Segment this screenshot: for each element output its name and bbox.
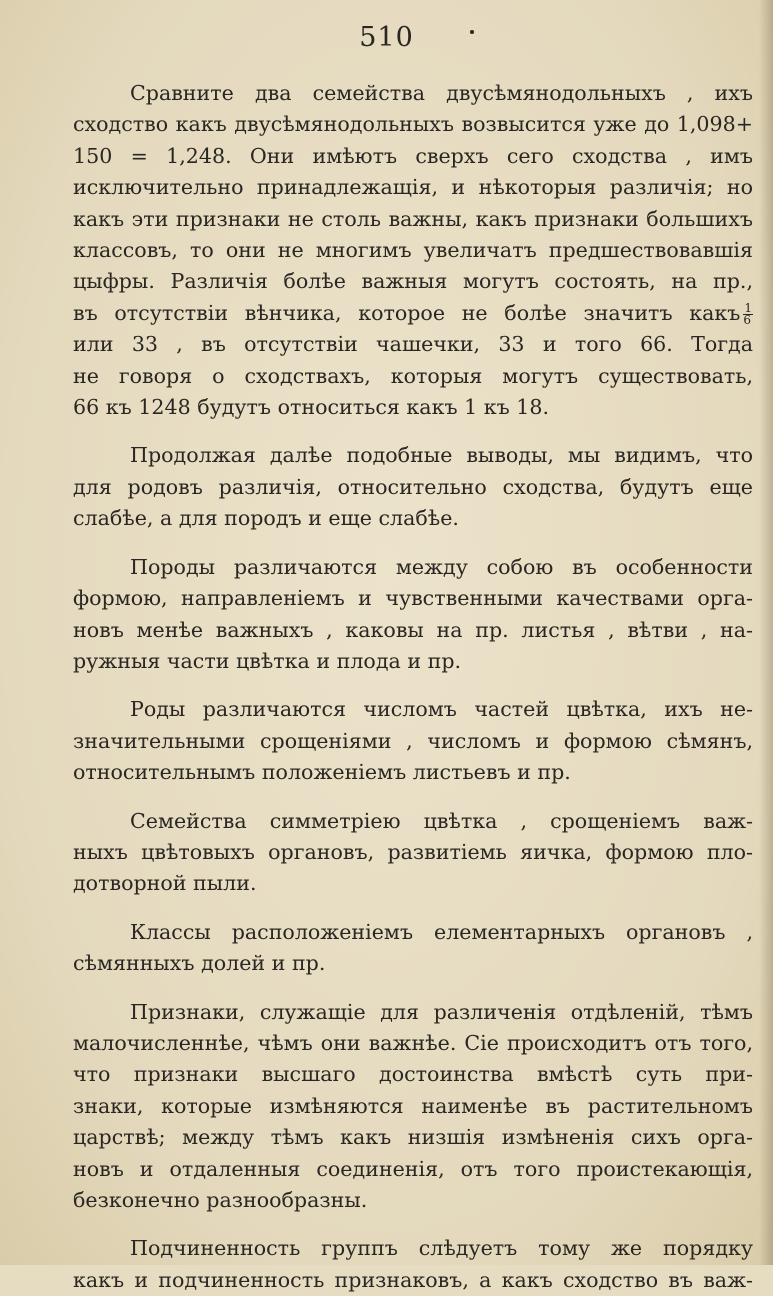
text-line: дотворной пыли. (73, 871, 257, 896)
body-text (73, 78, 753, 1296)
text-line: сходство какъ двусѣмянодольныхъ возвысится уже до 1,098+ (73, 112, 753, 137)
text-line: какъ и подчиненность признаковъ, а какъ сходство въ важ- (73, 1267, 753, 1292)
text-line: слабѣе, а для породъ и еще слабѣе. (73, 506, 459, 531)
paragraph-1 (73, 78, 753, 423)
text-line: царствѣ; между тѣмъ какъ низшія измѣненія сихъ орга- (73, 1125, 753, 1150)
text-line: Подчиненность группъ слѣдуетъ тому же порядку (130, 1236, 753, 1261)
text-line: или 33 , въ отсутствіи чашечки, 33 и того 66. Тогда (73, 332, 753, 357)
text-line: не говоря о сходствахъ, которыя могутъ существовать, (73, 363, 753, 388)
text-line: 66 къ 1248 будутъ относиться какъ 1 къ 18. (73, 395, 550, 420)
text-line: ныхъ цвѣтовыхъ органовъ, развитіемь яичка, формою пло- (73, 839, 753, 864)
text-line: безконечно разнообразны. (73, 1188, 368, 1212)
text-line: новъ менѣе важныхъ , каковы на пр. листья , вѣтви , на- (73, 617, 753, 642)
paragraph-4 (73, 694, 753, 788)
text-line: Признаки, служащіе для различенія отдѣленій, тѣмъ (130, 999, 753, 1024)
text-line: ружныя части цвѣтка и плода и пр. (73, 648, 462, 673)
text-line: формою, направленіемъ и чувственными качествами орга- (73, 586, 753, 611)
paragraph-5 (73, 806, 753, 900)
text-line: сѣмянныхъ долей и пр. (73, 951, 326, 976)
text-line: Роды различаются числомъ частей цвѣтка, ихъ не- (130, 697, 753, 722)
text-line: что признаки высшаго достоинства вмѣстѣ суть при- (73, 1062, 753, 1087)
text-segment: въ отсутствіи вѣнчика, которое не болѣе значитъ какъ (73, 300, 741, 325)
ink-mark (470, 30, 474, 34)
paragraph-6 (73, 917, 753, 980)
paragraph-3 (73, 552, 753, 678)
text-line: Сравните два семейства двусѣмянодольныхъ , ихъ (130, 81, 753, 105)
paragraph-2 (73, 440, 753, 534)
text-line: Классы расположеніемъ елементарныхъ органовъ , (130, 919, 753, 944)
fraction-denominator: 6 (743, 312, 751, 327)
text-line: малочисленнѣе, чѣмъ они важнѣе. Сіе происходитъ отъ того, (73, 1030, 753, 1055)
page-number: 510 (359, 22, 414, 53)
text-line: новъ и отдаленныя соединенія, отъ того проистекающія, (73, 1156, 753, 1181)
text-line: Продолжая далѣе подобные выводы, мы видимъ, что (130, 443, 753, 468)
paragraph-7 (73, 997, 753, 1217)
text-line: относительнымъ положеніемъ листьевъ и пр. (73, 760, 571, 785)
text-line: исключительно принадлежащія, и нѣкоторыя различія; но (73, 175, 753, 200)
text-line: для родовъ различія, относительно сходства, будутъ еще (73, 474, 753, 499)
text-line: цыфры. Различія болѣе важныя могутъ состоять, на пр., (73, 269, 753, 294)
page-edge-shadow (759, 0, 773, 1265)
text-line: знаки, которые измѣняются наименѣе въ растительномъ (73, 1093, 753, 1118)
text-line: значительными срощеніями , числомъ и формою сѣмянъ, (73, 728, 753, 753)
text-line: 150 = 1,248. Они имѣютъ сверхъ сего сходства , имъ (73, 143, 753, 168)
text-line-with-fraction (73, 298, 753, 329)
text-line: какъ эти признаки не столь важны, какъ признаки большихъ (73, 206, 753, 231)
fraction-numerator: 1 (744, 300, 752, 315)
text-line: классовъ, то они не многимъ увеличатъ предшествовавшія (73, 238, 753, 263)
text-line: Семейства симметріею цвѣтка , срощеніемъ важ- (130, 808, 753, 833)
text-line: Породы различаются между собою въ особенности (130, 554, 753, 579)
fraction (743, 300, 753, 327)
